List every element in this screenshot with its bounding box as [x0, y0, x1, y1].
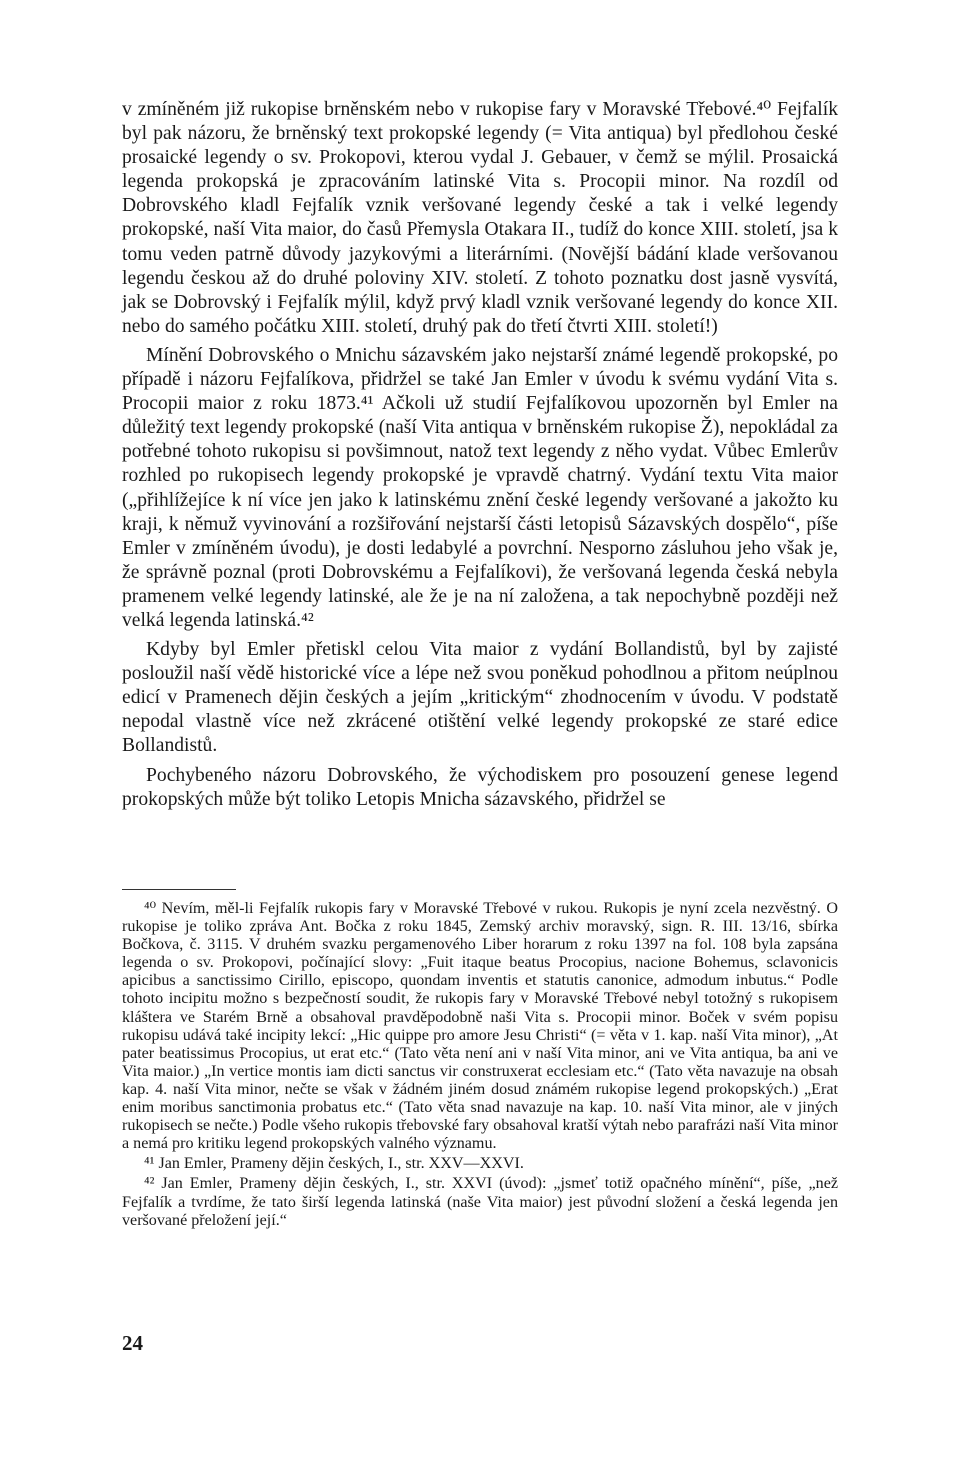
paragraph-1: v zmíněném již rukopise brněnském nebo v rukopise fary v Moravské Třebové.⁴⁰ Fejfalík byl pak názoru, že brněnský text prokopské legendy (= Vita antiqua) byl předlohou české prosaické legendy o sv. Prokopovi, kterou vydal J. Gebauer, v čemž se mýlil. Prosaická legenda prokopská je zpracováním latinské Vita s. Procopii minor. Na rozdíl od Dobrovského kladl Fejfalík vznik veršované legendy české a tak i velké legendy prokopské, naší Vita maior, do časů Přemysla Otakara II., tudíž do konce XIII. století, jsa k tomu veden patrně důvody jazykovými a literárními. (Novější bádání klade veršovanou legendu českou až do druhé poloviny XIV. století. Z tohoto poznatku dost jasně vysvítá, jak se Dobrovský i Fejfalík mýlil, když prvý kladl vznik veršované legendy do konce XII. nebo do samého počátku XIII. století, druhý pak do třetí čtvrti XIII. století!) — [122, 99, 838, 337]
footnote-40: ⁴⁰ Nevím, měl-li Fejfalík rukopis fary v Moravské Třebové v rukou. Rukopis je nyní zcela nezvěstný. O rukopise je toliko zpráva Ant. Bočka z roku 1845, Zemský archiv moravský, sign. R. III. 13/16, sbírka Bočkova, č. 3115. V druhém svazku pergamenového Liber horarum z roku 1397 na fol. 108 byla zapsána legenda o sv. Prokopovi, počínající slovy: „Fuit itaque beatus Procopius, nacione Bohemus, sclavonicis apicibus a sanctissimo Cirillo, episcopo, quondam inventis et statutis canonice, admodum inbutus.“ Podle tohoto incipitu možno s bezpečností soudit, že rukopis fary v Moravské Třebové nebyl totožný s rukopisem kláštera ve Starém Brně a obsahoval pravděpodobně naši Vita s. Procopii minor. Boček v svém popisu rukopisu udává také incipity lekcí: „Hic quippe pro amore Jesu Christi“ (= věta v 1. kap. naší Vita minor), „At pater beatissimus Procopius, ut erat etc.“ (Tato věta není ani v naší Vita minor, ani ve Vita antiqua, ba ani ve Vita maior.) „In vertice montis iam dicti sanctus vir construxerat ecclesiam etc.“ (Tato věta navazuje na obsah kap. 4. naší Vita minor, nečte se však v žádném jiném dosud známém rukopise legend prokopských.) „Erat enim moribus sanctimonia probatus etc.“ (Tato věta snad navazuje na kap. 10. naší Vita minor, ale v jiných rukopisech se nečte.) Podle všeho rukopis třebovské fary obsahoval kratší výtah nebo parafrázi naší Vita minor a nemá pro kritiku legend prokopských valného významu. — [122, 900, 838, 1153]
paragraph-4: Pochybeného názoru Dobrovského, že východiskem pro posouzení genese legend prokopských může být toliko Letopis Mnicha sázavského, přidržel se — [122, 764, 838, 810]
page-number: 24 — [122, 1331, 143, 1355]
footnote-42: ⁴² Jan Emler, Prameny dějin českých, I., str. XXVI (úvod): „jsmeť totiž opačného mínění“, píše, „než Fejfalík a tvrdíme, že tato širší legenda latinská (naše Vita maior) jest původní složení a česká legenda jen veršované přeložení její.“ — [122, 1175, 838, 1229]
paragraph-3: Kdyby byl Emler přetiskl celou Vita maior z vydání Bollandistů, byl by zajisté posloužil naší vědě historické více a lépe než svou poněkud pohodlnou a přitom neúplnou edicí v Pramenech dějin českých a jejím „kritickým“ zhodnocením v úvodu. V podstatě nepodal vlastně více než zkrácené otištění velké legendy prokopské ze staré edice Bollandistů. — [122, 639, 838, 757]
paragraph-2: Mínění Dobrovského o Mnichu sázavském jako nejstarší známé legendě prokopské, po případě i názoru Fejfalíkova, přidržel se také Jan Emler v úvodu k svému vydání Vita s. Procopii maior z roku 1873.⁴¹ Ačkoli už studií Fejfalíkovou upozorněn byl Emler na důležitý text legendy prokopské (naší Vita antiqua v brněnském rukopise Ž), nepokládal za potřebné tohoto rukopisu si povšimnout, natož text legendy z něho vydat. Vůbec Emlerův rozhled po rukopisech legendy prokopské je vpravdě chatrný. Vydání textu Vita maior („přihlížejíce k ní více jen jako k latinskému znění české legendy veršované a jakožto ku kraji, k němuž vyvinování a rozšiřování nejstarší části letopisů Sázavských dospělo“, píše Emler v zmíněném úvodu), je dosti ledabylé a povrchní. Nesporno zásluhou jeho však je, že správně poznal (proti Dobrovskému a Fejfalíkovi), že veršovaná legenda česká nebyla pramenem velké legendy latinské, ale že je na ní založena, a tak nepochybně později než velká legenda latinská.⁴² — [122, 344, 838, 631]
footnotes — [122, 900, 838, 1230]
main-text — [122, 98, 838, 812]
footnote-41: ⁴¹ Jan Emler, Prameny dějin českých, I., str. XXV—XXVI. — [144, 1155, 524, 1173]
footnote-separator — [122, 889, 236, 890]
